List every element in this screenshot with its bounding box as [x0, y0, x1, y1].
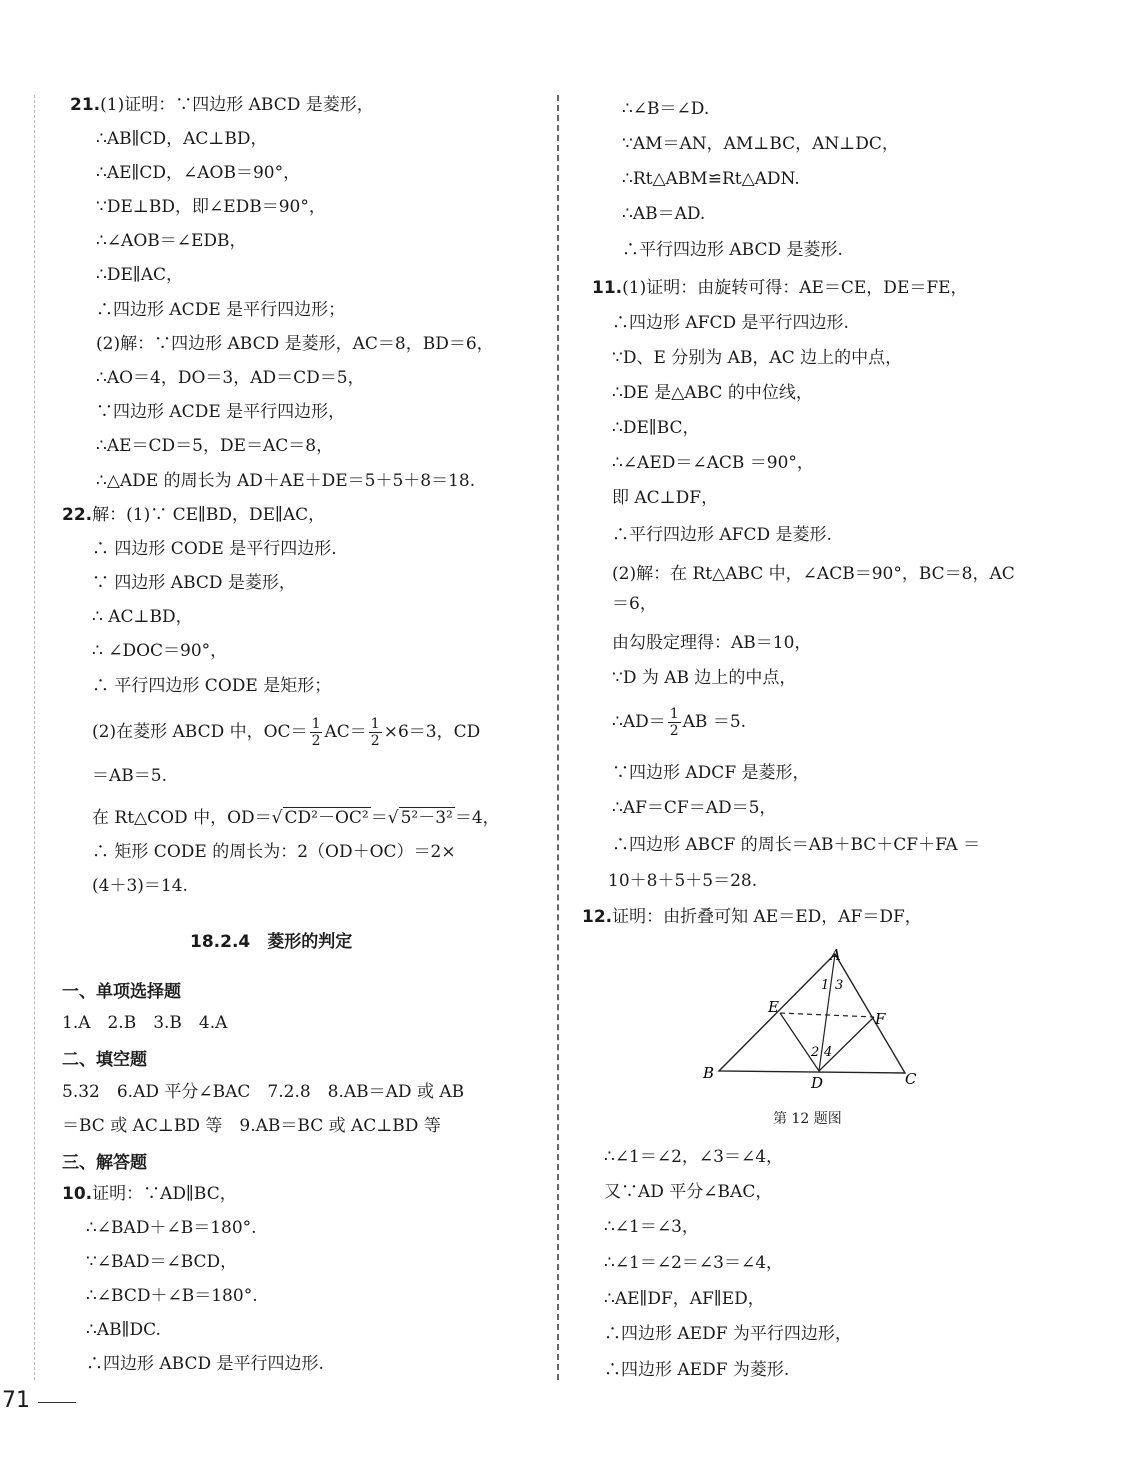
problem-11-line-7: 即 AC⊥DF，: [612, 488, 719, 508]
text: ＝4，: [454, 808, 500, 828]
fraction: [668, 706, 681, 739]
problem-22-line-11: (4＋3)＝14.: [92, 876, 188, 896]
label-angle-2: 2: [811, 1045, 820, 1060]
section-heading-choice: 一、单项选择题: [62, 982, 181, 1002]
section-heading-solve: 三、解答题: [62, 1153, 147, 1173]
problem-11-line-9: (2)解：在 Rt△ABC 中，∠ACB＝90°，BC＝8，AC: [612, 564, 1015, 584]
problem-21-line-11: ∴AE＝CD＝5，DE＝AC＝8，: [96, 436, 334, 456]
page-number: 71: [2, 1388, 30, 1413]
problem-12-line-6: ∴AE∥DF，AF∥ED，: [604, 1289, 765, 1309]
problem-10-cont-line-2: ∵AM＝AN，AM⊥BC，AN⊥DC，: [622, 134, 899, 154]
problem-22-line-3: ∵ 四边形 ABCD 是菱形，: [92, 573, 296, 593]
problem-12-figure: [695, 942, 925, 1092]
label-angle-1: 1: [821, 978, 830, 993]
problem-11-line-13: [612, 702, 746, 742]
label-b: B: [703, 1064, 715, 1082]
problem-21-line-6: ∴DE∥AC，: [96, 265, 183, 285]
problem-11-line-8: ∴平行四边形 AFCD 是菱形.: [612, 525, 832, 545]
numerator: 1: [311, 716, 321, 732]
problem-22-line-2: ∴ 四边形 CODE 是平行四边形.: [92, 539, 337, 559]
problem-12-line-8: ∴四边形 AEDF 为菱形.: [604, 1360, 790, 1380]
problem-21-line-8: (2)解：∵四边形 ABCD 是菱形，AC＝8，BD＝6，: [96, 334, 494, 354]
problem-10-line-6: ∴四边形 ABCD 是平行四边形.: [86, 1354, 324, 1374]
problem-12-line-5: ∴∠1＝∠2＝∠3＝∠4，: [604, 1253, 784, 1273]
problem-22-line-5: ∴ ∠DOC＝90°，: [92, 641, 228, 661]
problem-22-line-1: [62, 503, 325, 527]
problem-11-line-2: ∴四边形 AFCD 是平行四边形.: [612, 313, 849, 333]
text: 在 Rt△COD 中，OD＝√: [92, 808, 283, 828]
problem-11-line-10: ＝6，: [612, 594, 657, 614]
problem-10-line-1: [62, 1182, 237, 1206]
problem-11-line-11: 由勾股定理得：AB＝10，: [612, 633, 812, 653]
label-f: F: [875, 1010, 886, 1028]
problem-21-line-3: ∴AE∥CD，∠AOB＝90°，: [96, 163, 301, 183]
text: (1)证明：∵四边形 ABCD 是菱形，: [100, 95, 374, 115]
problem-10-cont-line-3: ∴Rt△ABM≌Rt△ADN.: [622, 169, 800, 189]
label-d: D: [811, 1074, 824, 1092]
problem-12-line-1: [582, 905, 922, 929]
problem-22-line-4: ∴ AC⊥BD，: [92, 607, 193, 627]
text: AC＝: [324, 722, 367, 742]
problem-22-line-9: [92, 806, 500, 830]
problem-12-line-3: 又∵AD 平分∠BAC，: [604, 1182, 773, 1202]
text: AB ＝5.: [682, 712, 747, 732]
problem-21-line-5: ∴∠AOB＝∠EDB，: [96, 231, 247, 251]
problem-21-line-2: ∴AB∥CD，AC⊥BD，: [96, 129, 268, 149]
problem-10-cont-line-1: ∴∠B＝∠D.: [622, 99, 710, 119]
label-a: A: [830, 946, 841, 964]
left-margin-line: [34, 95, 35, 1380]
section-heading-fill: 二、填空题: [62, 1050, 147, 1070]
problem-11-line-6: ∴∠AED＝∠ACB ＝90°，: [612, 453, 814, 473]
radicand: CD²－OC²: [284, 808, 369, 828]
fraction: [369, 716, 382, 749]
problem-12-line-2: ∴∠1＝∠2，∠3＝∠4，: [604, 1147, 784, 1167]
problem-11-line-15: ∴AF＝CF＝AD＝5，: [612, 798, 777, 818]
problem-11-line-1: [592, 276, 968, 300]
problem-11-line-4: ∴DE 是△ABC 的中位线，: [612, 383, 813, 403]
problem-12-line-4: ∴∠1＝∠3，: [604, 1217, 699, 1237]
problem-21-line-12: ∴△ADE 的周长为 AD＋AE＋DE＝5＋5＋8＝18.: [96, 471, 476, 491]
problem-22-line-10: ∴ 矩形 CODE 的周长为：2（OD＋OC）＝2×: [92, 842, 456, 862]
problem-21-line-1: [70, 93, 374, 117]
problem-10-line-5: ∴AB∥DC.: [86, 1320, 161, 1340]
problem-10-cont-line-5: ∴平行四边形 ABCD 是菱形.: [622, 240, 843, 260]
choice-answers: 1.A 2.B 3.B 4.A: [62, 1013, 228, 1033]
fill-answers-line-1: 5.32 6.AD 平分∠BAC 7.2.8 8.AB＝AD 或 AB: [62, 1082, 465, 1102]
problem-12-line-7: ∴四边形 AEDF 为平行四边形，: [604, 1324, 852, 1344]
folded-lines: [780, 1013, 874, 1071]
denominator: 2: [370, 733, 380, 749]
column-divider: [557, 95, 559, 1380]
text: (2)在菱形 ABCD 中，OC＝: [92, 722, 308, 742]
problem-number: 21.: [70, 95, 101, 115]
label-angle-4: 4: [824, 1045, 833, 1060]
problem-11-line-3: ∵D、E 分别为 AB，AC 边上的中点，: [612, 348, 903, 368]
label-c: C: [905, 1070, 917, 1088]
problem-11-line-16: ∴四边形 ABCF 的周长＝AB＋BC＋CF＋FA ＝: [612, 835, 981, 855]
problem-21-line-10: ∵四边形 ACDE 是平行四边形，: [96, 402, 346, 422]
text: ∴AD＝: [612, 712, 666, 732]
text: 证明：由折叠可知 AE＝ED，AF＝DF，: [612, 907, 922, 927]
problem-22-line-6: ∴ 平行四边形 CODE 是矩形；: [92, 676, 332, 696]
problem-22-line-8: ＝AB＝5.: [92, 766, 167, 786]
problem-11-line-14: ∵四边形 ADCF 是菱形，: [612, 763, 810, 783]
problem-21-line-4: ∵DE⊥BD，即∠EDB＝90°，: [96, 197, 326, 217]
problem-21-line-9: ∴AO＝4，DO＝3，AD＝CD＝5，: [96, 368, 365, 388]
label-angle-3: 3: [835, 978, 844, 993]
problem-10-line-4: ∴∠BCD＋∠B＝180°.: [86, 1286, 258, 1306]
text: ＝√: [370, 808, 399, 828]
problem-11-line-12: ∵D 为 AB 边上的中点，: [612, 668, 797, 688]
figure-caption: 第 12 题图: [773, 1111, 842, 1127]
section-title: 18.2.4 菱形的判定: [190, 932, 353, 952]
problem-10-cont-line-4: ∴AB＝AD.: [622, 204, 706, 224]
numerator: 1: [370, 716, 380, 732]
denominator: 2: [669, 723, 679, 739]
problem-22-line-7: [92, 712, 480, 752]
problem-11-line-5: ∴DE∥BC，: [612, 418, 700, 438]
label-e: E: [768, 998, 779, 1016]
fraction: [310, 716, 323, 749]
text: 解：(1)∵ CE∥BD，DE∥AC，: [92, 505, 326, 525]
problem-10-line-2: ∴∠BAD＋∠B＝180°.: [86, 1218, 257, 1238]
problem-number: 10.: [62, 1184, 93, 1204]
problem-number: 11.: [592, 278, 623, 298]
text: (1)证明：由旋转可得：AE＝CE，DE＝FE，: [622, 278, 968, 298]
problem-11-line-17: 10＋8＋5＋5＝28.: [608, 871, 758, 891]
denominator: 2: [311, 733, 321, 749]
problem-10-line-3: ∵∠BAD＝∠BCD，: [86, 1252, 238, 1272]
text: ×6＝3，CD: [383, 722, 481, 742]
problem-21-line-7: ∴四边形 ACDE 是平行四边形；: [96, 300, 346, 320]
text: 证明：∵AD∥BC，: [92, 1184, 237, 1204]
radicand: 5²－3²: [400, 808, 453, 828]
fill-answers-line-2: ＝BC 或 AC⊥BD 等 9.AB＝BC 或 AC⊥BD 等: [62, 1116, 441, 1136]
problem-number: 22.: [62, 505, 93, 525]
page-number-rule: [38, 1402, 76, 1403]
problem-number: 12.: [582, 907, 613, 927]
numerator: 1: [669, 706, 679, 722]
